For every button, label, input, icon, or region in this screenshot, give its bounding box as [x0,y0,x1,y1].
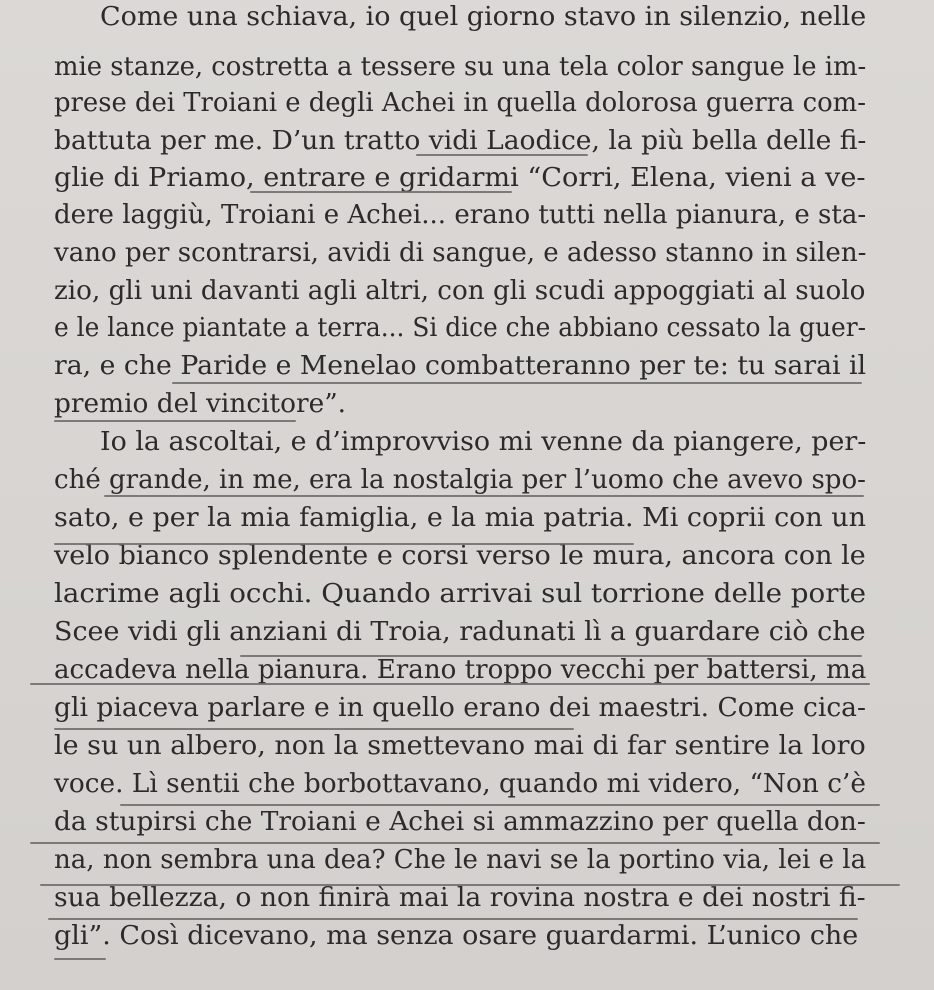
pencil-underline [30,842,880,844]
pencil-underline [250,191,512,193]
text-line-21: voce. Lì sentii che borbottavano, quando mi videro, “Non c’è [54,769,866,799]
text-line-22: da stupirsi che Troiani e Achei si ammazzino per quella don- [54,807,866,837]
text-line-19: gli piaceva parlare e in quello erano dei maestri. Come cica- [54,693,866,723]
pencil-underline [54,420,296,422]
text-line-4: battuta per me. D’un tratto vidi Laodice, la più bella delle fi- [54,126,867,156]
pencil-underline [120,804,880,806]
text-line-13: ché grande, in me, era la nostalgia per l’uomo che avevo spo- [54,465,866,495]
pencil-underline [172,382,862,384]
text-line-3: prese dei Troiani e degli Achei in quella dolorosa guerra com- [54,88,866,118]
text-line-5: glie di Priamo, entrare e gridarmi “Corri, Elena, vieni a ve- [54,163,866,193]
pencil-underline [104,495,864,497]
text-line-25: gli”. Così dicevano, ma senza osare guardarmi. L’unico che [54,921,859,951]
pencil-underline [416,154,588,156]
text-line-8: zio, gli uni davanti agli altri, con gli scudi appoggiati al suolo [54,276,866,306]
pencil-underline [30,683,870,685]
text-line-24: sua bellezza, o non finirà mai la rovina nostra e dei nostri fi- [54,883,866,913]
text-line-17: Scee vidi gli anziani di Troia, radunati lì a guardare ciò che [54,617,866,647]
pencil-underline [240,655,862,657]
text-line-14: sato, e per la mia famiglia, e la mia patria. Mi coprii con un [54,503,866,533]
text-line-7: vano per scontrarsi, avidi di sangue, e adesso stanno in silen- [54,238,867,268]
text-line-15: velo bianco splendente e corsi verso le mura, ancora con le [54,541,866,571]
text-line-6: dere laggiù, Troiani e Achei... erano tutti nella pianura, e sta- [54,200,867,230]
text-line-2: mie stanze, costretta a tessere su una tela color sangue le im- [54,52,867,82]
text-line-1: Come una schiava, io quel giorno stavo in silenzio, nelle [100,2,867,32]
pencil-underline [54,543,634,545]
pencil-underline [48,918,858,920]
text-line-11: premio del vincitore”. [54,389,347,419]
text-line-23: na, non sembra una dea? Che le navi se la portino via, lei e la [54,845,867,875]
pencil-underline [40,884,900,886]
text-line-10: ra, e che Paride e Menelao combatteranno per te: tu sarai il [54,351,867,381]
pencil-underline [54,958,106,960]
text-line-18: accadeva nella pianura. Erano troppo vecchi per battersi, ma [54,655,867,685]
text-line-12: Io la ascoltai, e d’improvviso mi venne da piangere, per- [100,427,867,457]
pencil-underline [54,728,574,730]
text-line-20: le su un albero, non la smettevano mai di far sentire la loro [54,731,866,761]
text-line-9: e le lance piantate a terra... Si dice che abbiano cessato la guer- [54,313,867,343]
text-line-16: lacrime agli occhi. Quando arrivai sul torrione delle porte [54,579,867,609]
